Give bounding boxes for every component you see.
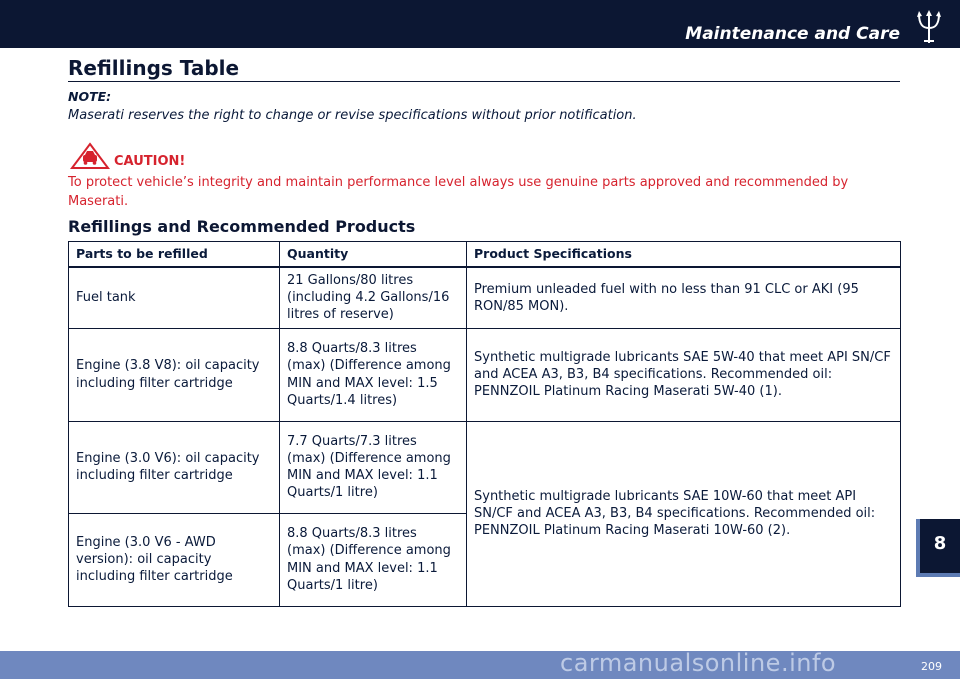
- note-label: NOTE:: [68, 89, 112, 104]
- table-header-row: [69, 242, 901, 268]
- section-title: Maintenance and Care: [685, 24, 900, 44]
- part-cell: Engine (3.0 V6): oil capacity including filter cartridge: [69, 421, 280, 513]
- car-warning-icon: [70, 142, 110, 170]
- table-row: [69, 421, 901, 513]
- caution-label: CAUTION!: [114, 154, 186, 169]
- section-subtitle: Refillings and Recommended Products: [68, 217, 416, 236]
- quantity-cell: 7.7 Quarts/7.3 litres (max) (Difference among MIN and MAX level: 1.1 Quarts/1 litre): [280, 421, 467, 513]
- table-row: [69, 328, 901, 421]
- table-row: [69, 267, 901, 328]
- note-text: Maserati reserves the right to change or revise specifications without prior notification.: [68, 108, 637, 123]
- page-title: Refillings Table: [68, 56, 240, 80]
- maserati-trident-icon: [914, 10, 944, 46]
- header-bar: [0, 0, 960, 48]
- spec-cell: Premium unleaded fuel with no less than 91 CLC or AKI (95 RON/85 MON).: [467, 267, 901, 328]
- quantity-cell: 8.8 Quarts/8.3 litres (max) (Difference among MIN and MAX level: 1.5 Quarts/1.4 litres): [280, 328, 467, 421]
- spec-cell: Synthetic multigrade lubricants SAE 10W-60 that meet API SN/CF and ACEA A3, B3, B4 specifications. Recommended oil: PENNZOIL Platinum Racing Maserati 10W-60 (2).: [467, 421, 901, 606]
- column-header: Quantity: [280, 242, 467, 268]
- quantity-cell: 8.8 Quarts/8.3 litres (max) (Difference among MIN and MAX level: 1.1 Quarts/1 litre): [280, 513, 467, 606]
- part-cell: Fuel tank: [69, 267, 280, 328]
- watermark-text: carmanualsonline.info: [560, 649, 837, 677]
- part-cell: Engine (3.0 V6 - AWD version): oil capacity including filter cartridge: [69, 513, 280, 606]
- page-number: 209: [921, 660, 942, 673]
- quantity-cell: 21 Gallons/80 litres (including 4.2 Gallons/16 litres of reserve): [280, 267, 467, 328]
- spec-cell: Synthetic multigrade lubricants SAE 5W-40 that meet API SN/CF and ACEA A3, B3, B4 specifications. Recommended oil: PENNZOIL Platinum Racing Maserati 5W-40 (1).: [467, 328, 901, 421]
- title-divider: [68, 81, 900, 82]
- refillings-table: [68, 241, 901, 607]
- column-header: Parts to be refilled: [69, 242, 280, 268]
- column-header: Product Specifications: [467, 242, 901, 268]
- part-cell: Engine (3.8 V8): oil capacity including filter cartridge: [69, 328, 280, 421]
- caution-text: To protect vehicle’s integrity and maintain performance level always use genuine parts approved and recommended by Maserati.: [68, 175, 849, 209]
- chapter-tab: 8: [916, 519, 960, 577]
